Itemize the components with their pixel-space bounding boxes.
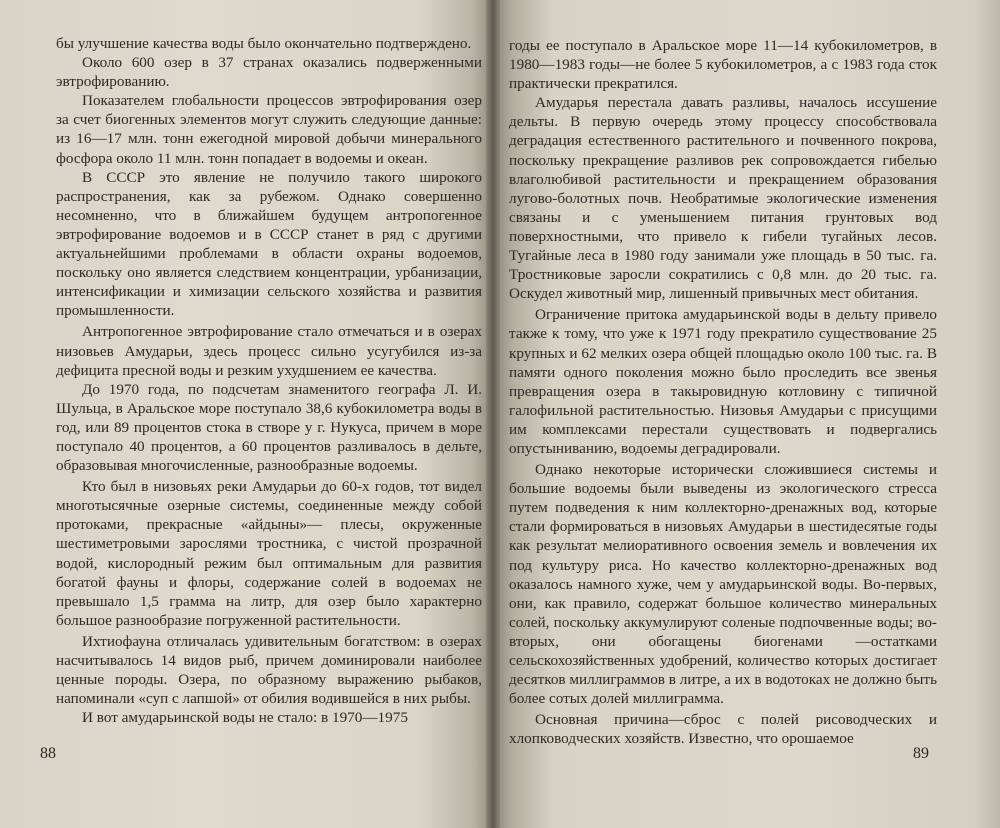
- paragraph: Основная причина—сброс с полей рисоводческих и хлопководческих хозяйств. Известно, что орошаемое: [509, 711, 937, 748]
- paragraph: Показателем глобальности процессов эвтрофирования озер за счет биогенных элементов могут служить следующие данные: из 16—17 млн. тонн ежегодной мировой добычи минерального фосфора около 11 млн. тонн попадает в водоемы и океан.: [56, 92, 482, 167]
- right-page-text: [509, 36, 937, 748]
- paragraph: До 1970 года, по подсчетам знаменитого географа Л. И. Шульца, в Аральское море поступало 38,6 кубокилометра воды в год, или 89 процентов стока в створе у г. Нукуса, причем в море поступало 40 процентов, а 60 процентов разливалось в дельте, образовывая многочисленные, разнообразные водоемы.: [56, 380, 482, 475]
- paragraph: И вот амударьинской воды не стало: в 1970—1975: [82, 709, 408, 727]
- paragraph: Антропогенное эвтрофирование стало отмечаться и в озерах низовьев Амударьи, здесь процесс сильно усугубился из-за дефицита пресной воды и резким ухудшением ее качества.: [56, 323, 482, 379]
- left-page: [0, 0, 493, 828]
- page-number-left: 88: [40, 745, 56, 762]
- page-number-right: 89: [913, 745, 929, 762]
- paragraph: Ихтиофауна отличалась удивительным богатством: в озерах насчитывалось 14 видов рыб, причем доминировали наиболее ценные породы. Озера, по образному выражению рыбаков, напоминали «суп с лапшой» от обилия водившейся в них рыбы.: [56, 632, 482, 708]
- book-gutter: [486, 0, 500, 828]
- paragraph: Ограничение притока амударьинской воды в дельту привело также к тому, что уже к 1971 году прекратило существование 25 крупных и 62 мелких озера общей площадью около 100 тыс. га. В памяти одного поколения можно было проследить все звенья превращения озера в такыровидную котловину с типичной галофильной растительностью. Низовья Амударьи с присущими им комплексами перестали существовать и подвергались опустыниванию, водоемы деградировали.: [509, 306, 937, 457]
- paragraph: Около 600 озер в 37 странах оказались подверженными эвтрофированию.: [56, 54, 482, 91]
- paragraph: бы улучшение качества воды было окончательно подтверждено.: [56, 35, 472, 52]
- left-page-text: [56, 34, 482, 727]
- paragraph: В СССР это явление не получило такого широкого распространения, как за рубежом. Однако совершенно несомненно, что в ближайшем будущем антропогенное эвтрофирование водоемов и в СССР станет в ряд с другими актуальнейшими проблемами в области охраны водоемов, поскольку оно является следствием концентрации, урбанизации, интенсификации и химизации сельского хозяйства и развития промышленности.: [56, 168, 482, 320]
- right-page: [493, 0, 1000, 828]
- paragraph: Амударья перестала давать разливы, началось иссушение дельты. В первую очередь этому процессу способствовала деградация естественного растительного и почвенного покрова, поскольку прекращение разливов рек сопровождается гибелью влаголюбивой растительности и прекращением образования лугово-болотных почв. Необратимые экологические изменения связаны и с уменьшением питания грунтовых вод поверхностными, что привело к гибели тугайных лесов. Тугайные леса в 1980 году занимали уже площадь в 50 тыс. га. Тростниковые заросли сократились с 0,8 млн. до 20 тыс. га. Оскудел животный мир, лишенный привычных мест обитания.: [509, 94, 937, 303]
- paragraph: Кто был в низовьях реки Амударьи до 60-х годов, тот видел многотысячные озерные системы, соединенные между собой протоками, прекрасные «айдыны»— плесы, окруженные шестиметровыми зарослями тростника, с чистой прозрачной водой, кислородный режим был оптимальным для развития богатой фауны и флоры, содержание солей в водоемах не превышало 1,5 грамма на литр, для озер было характерно большое разнообразие погруженной растительности.: [56, 478, 482, 629]
- paragraph: годы ее поступало в Аральское море 11—14 кубокилометров, в 1980—1983 годы—не более 5 кубокилометров, а с 1983 года сток практически прекратился.: [509, 37, 937, 93]
- paragraph: Однако некоторые исторически сложившиеся системы и большие водоемы были выведены из экологического стресса путем подведения к ним коллекторно-дренажных вод, которые стали формироваться в низовьях Амударьи в шестидесятые годы как результат мелиоративного освоения земель и вовлечения их под культуру риса. Но качество коллекторно-дренажных вод оказалось намного хуже, чем у амударьинской воды. Во-первых, они, как правило, содержат большое количество минеральных солей, поскольку аккумулируют соленые подпочвенные воды; во-вторых, они обогащены биогенами —остатками сельскохозяйственных удобрений, количество которых достигает десятков миллиграммов в литре, а их в водотоках не должно быть более сотых долей миллиграмма.: [509, 461, 937, 708]
